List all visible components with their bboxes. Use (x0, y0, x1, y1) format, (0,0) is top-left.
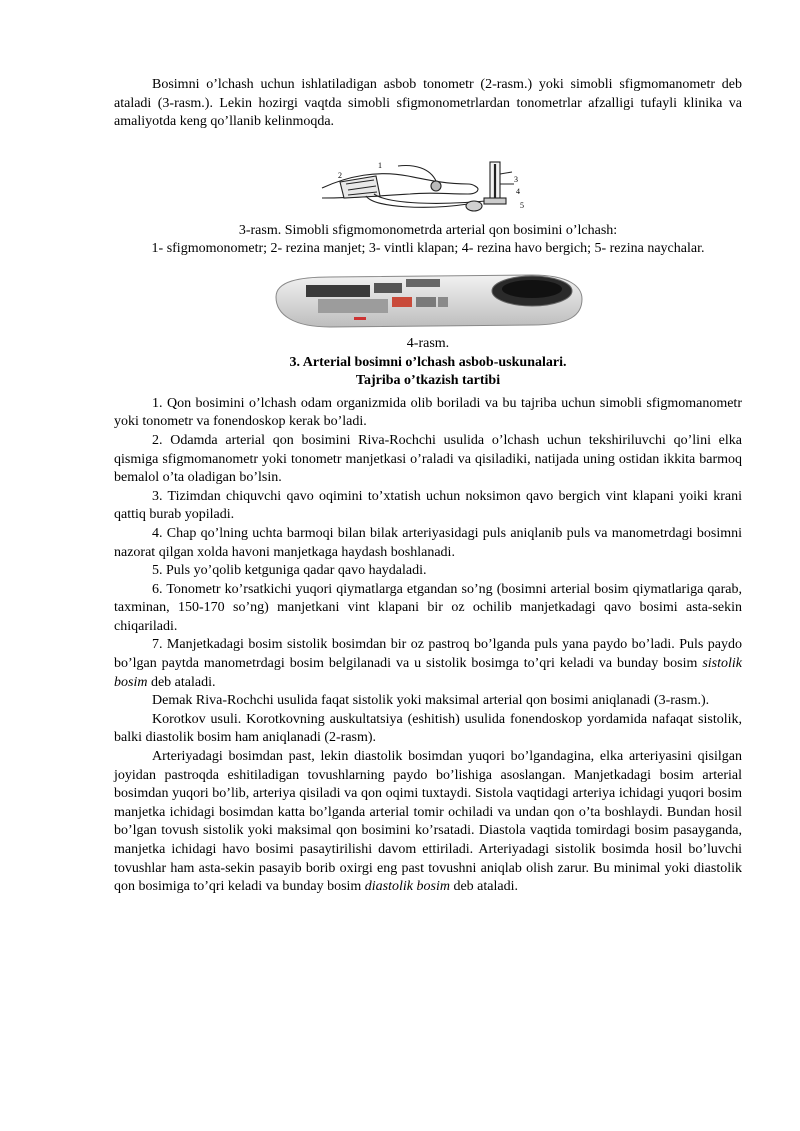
step-3: 3. Tizimdan chiquvchi qavo oqimini to’xtatish uchun noksimon qavo bergich vint klapani yoiki krani qattiq burab yopiladi. (114, 488, 742, 523)
figure3-caption-title: 3-rasm. Simobli sfigmomonometrda arterial qon bosimini o’lchash: (238, 222, 618, 238)
section-subtitle: Tajriba o’tkazish tartibi (355, 373, 501, 389)
step-5: 5. Puls yo’qolib ketguniga qadar qavo haydaladi. (152, 563, 427, 579)
step-7 (114, 636, 742, 692)
intro-paragraph: Bosimni o’lchash uchun ishlatiladigan asbob tonometr (2-rasm.) yoki simobli sfigmomanometr deb ataladi (3-rasm.). Lekin hozirgi vaqtda simobli sfigmonometrlardan tonometrlar afzalligi tufayli klinika va amaliyotda keng qo’llanib kelinmoqda. (114, 77, 742, 130)
figure3-label-5: 5 (520, 200, 524, 210)
step-2: 2. Odamda arterial qon bosimini Riva-Rochchi usulida o’lchash uchun tekshiriluvchi qo’lini elka qismiga sfigmomanometr yoki tonometr manjetkasi o’raladi va qisiladiki, natijada uning ostidan ikkita barmoq bemalol o’ta oladigan bo’lsin. (114, 432, 742, 486)
demak-paragraph: Demak Riva-Rochchi usulida faqat sistolik yoki maksimal arterial qon bosimi aniqlanadi (3-rasm.). (152, 693, 710, 709)
final-text: Arteriyadagi bosimdan past, lekin diastolik bosimdan yuqori bo’lgandagina, elka arteriyasini qisilgan joyidan pastroqda eshitiladigan tovushlarning paydo bo’lishiga asoslangan. Manjetkadagi bosim arterial bosimdan yuqori bo’lib, arteriya qisiladi va qon oqimi tuxtaydi. Sistola vaqtidagi arteriya ichidagi yuqori bosim manjetka ichidagi bosimdan katta bo’lganda arterial tomir ochiladi va undan qon o’ta boshlaydi. Bundan hosil bo’lgan tovush sistolik yoki maksimal qon bosimini ko’rsatadi. Diastola vaqtida tomirdagi bosim pasayganda, manjetka ichidagi havo bosimi pasaytirilishi davom ettiriladi. Arteriyadagi sistolik bosimda hosil bo’luvchi tovushlar ham asta-sekin pasayib borib oxirgi eng past tovushni aniqlab olish zarur. Bu minimal yoki diastolik qon bosimiga to’qri keladi va bunday bosim (114, 749, 742, 895)
final-term: diastolik bosim (364, 879, 450, 895)
sphygmomanometer-illustration (114, 154, 742, 216)
step-1: 1. Qon bosimini o’lchash odam organizmida olib boriladi va bu tajriba uchun simobli sfigmomanometr yoki tonometr va fonendoskop kerak bo’ladi. (114, 395, 742, 430)
figure4-caption: 4-rasm. (406, 335, 450, 351)
figure3-caption-body: 1- sfigmomonometr; 2- rezina manjet; 3- vintli klapan; 4- rezina havo bergich; 5- rezina naychalar. (151, 241, 705, 257)
step-7-term: sistolik bosim (114, 656, 742, 690)
sphygmomanometer-drawing (318, 154, 538, 216)
final-paragraph (114, 748, 742, 897)
step-4: 4. Chap qo’lning uchta barmoqi bilan bilak arteriyasidagi puls aniqlanib puls va manometrdagi bosimni nazorat qilgan xolda havoni manjetkaga haydash boshlanadi. (114, 525, 742, 560)
page-content (114, 76, 742, 897)
step-6: 6. Tonometr ko’rsatkichi yuqori qiymatlarga etgandan so’ng (bosimni arterial bosim qiymatlariga qarab, taxminan, 150-170 so’ng) manjetkani vint klapani bir oz ochilib manjetkadagi qavo bosimi asta-sekin chiqariladi. (114, 581, 742, 634)
final-end: deb ataladi. (449, 879, 518, 895)
tonometer-drawing (270, 269, 586, 331)
figure3-label-3: 3 (514, 174, 518, 184)
figure3-label-2: 2 (338, 170, 342, 180)
tonometer-illustration (114, 269, 742, 331)
figure3-label-4: 4 (516, 186, 520, 196)
korotkov-paragraph: Korotkov usuli. Korotkovning auskultatsiya (eshitish) usulida fonendoskop yordamida nafaqat sistolik, balki diastolik bosim ham aniqlanadi (2-rasm). (114, 711, 742, 746)
step-7-text: 7. Manjetkadagi bosim sistolik bosimdan bir oz pastroq bo’lganda puls yana paydo bo’ladi. Puls paydo bo’lgan paytda manometrdagi bosim belgilanadi va u sistolik bosimga to’qri keladi va bunday bosim (114, 637, 742, 672)
step-7-end: deb ataladi. (147, 674, 216, 690)
section-title: 3. Arterial bosimni o’lchash asbob-uskunalari. (289, 354, 567, 370)
figure3-label-1: 1 (378, 160, 382, 170)
